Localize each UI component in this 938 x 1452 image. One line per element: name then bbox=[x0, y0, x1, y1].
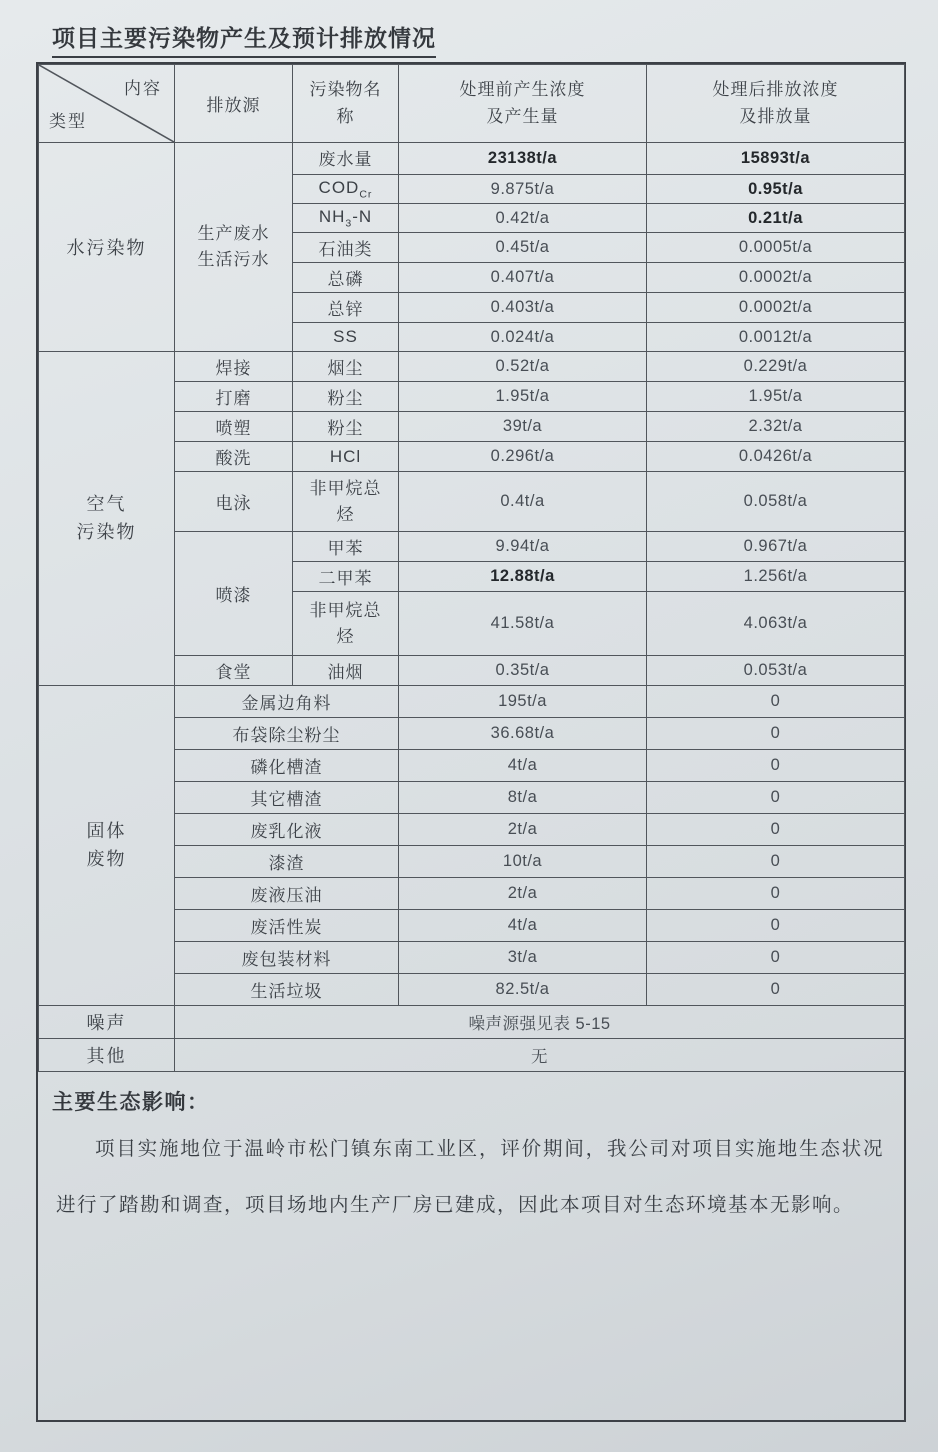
name-subscript: Cr bbox=[359, 188, 373, 201]
cell-before-value: 0.403t/a bbox=[399, 293, 647, 323]
cell-pollutant-name: 甲苯 bbox=[293, 532, 399, 562]
cell-before-value: 2t/a bbox=[399, 814, 647, 846]
cell-noise-value: 噪声源强见表 5-15 bbox=[175, 1006, 905, 1039]
cell-waste-name: 布袋除尘粉尘 bbox=[175, 718, 399, 750]
cell-before-value: 36.68t/a bbox=[399, 718, 647, 750]
name-text: 总磷 bbox=[327, 270, 364, 290]
table-row bbox=[39, 686, 905, 718]
page-title: 项目主要污染物产生及预计排放情况 bbox=[52, 20, 436, 58]
name-text: SS bbox=[333, 327, 358, 347]
cell-source: 酸洗 bbox=[175, 442, 293, 472]
ecology-heading: 主要生态影响： bbox=[52, 1091, 210, 1115]
cell-after-value: 0.229t/a bbox=[647, 352, 905, 382]
name-suffix: -N bbox=[352, 207, 373, 227]
header-source: 排放源 bbox=[175, 65, 293, 143]
cell-source: 电泳 bbox=[175, 472, 293, 532]
cell-before-value: 0.35t/a bbox=[399, 656, 647, 686]
cell-after-value: 1.95t/a bbox=[647, 382, 905, 412]
category-noise: 噪声 bbox=[39, 1006, 175, 1039]
table-row bbox=[39, 352, 905, 382]
cell-after-value: 0.0012t/a bbox=[647, 323, 905, 352]
table-header-row bbox=[39, 65, 905, 143]
source-line2: 生活污水 bbox=[197, 250, 270, 270]
table-row bbox=[39, 143, 905, 175]
cell-waste-name: 废包装材料 bbox=[175, 942, 399, 974]
header-pollutant-line2: 称 bbox=[336, 106, 355, 126]
cell-pollutant-name: 粉尘 bbox=[293, 382, 399, 412]
cell-after-value: 0 bbox=[647, 846, 905, 878]
cell-after-value: 0 bbox=[647, 878, 905, 910]
cell-waste-name: 磷化槽渣 bbox=[175, 750, 399, 782]
cell-before-value: 2t/a bbox=[399, 878, 647, 910]
pollutant-emission-table bbox=[38, 64, 905, 1072]
cell-before-value: 4t/a bbox=[399, 750, 647, 782]
cell-before-value: 9.875t/a bbox=[399, 175, 647, 204]
cell-before-value: 3t/a bbox=[399, 942, 647, 974]
category-water-pollutants: 水污染物 bbox=[39, 143, 175, 352]
category-air-pollutants bbox=[39, 352, 175, 686]
cell-before-value: 0.024t/a bbox=[399, 323, 647, 352]
category-line1: 空气 bbox=[86, 494, 127, 514]
cell-after-value: 0.053t/a bbox=[647, 656, 905, 686]
cell-pollutant-name: 粉尘 bbox=[293, 412, 399, 442]
cell-before-value: 0.407t/a bbox=[399, 263, 647, 293]
cell-after-value: 0.95t/a bbox=[647, 175, 905, 204]
corner-header-cell bbox=[39, 65, 175, 143]
cell-after-value: 2.32t/a bbox=[647, 412, 905, 442]
cell-source: 焊接 bbox=[175, 352, 293, 382]
cell-pollutant-name bbox=[293, 143, 399, 175]
cell-after-value: 0 bbox=[647, 750, 905, 782]
name-text: 非甲烷总烃 bbox=[309, 479, 382, 524]
cell-pollutant-name bbox=[293, 323, 399, 352]
category-solid-waste bbox=[39, 686, 175, 1006]
cell-source: 喷塑 bbox=[175, 412, 293, 442]
form-sheet bbox=[36, 62, 906, 1422]
cell-after-value: 0.0002t/a bbox=[647, 293, 905, 323]
cell-after-value: 0 bbox=[647, 814, 905, 846]
cell-after-value: 0.967t/a bbox=[647, 532, 905, 562]
cell-waste-name: 漆渣 bbox=[175, 846, 399, 878]
source-wastewater bbox=[175, 143, 293, 352]
cell-after-value: 0.0426t/a bbox=[647, 442, 905, 472]
cell-pollutant-name: HCl bbox=[293, 442, 399, 472]
cell-after-value: 0.0002t/a bbox=[647, 263, 905, 293]
cell-source: 打磨 bbox=[175, 382, 293, 412]
cell-after-value: 0.0005t/a bbox=[647, 233, 905, 263]
cell-pollutant-name bbox=[293, 293, 399, 323]
category-other: 其他 bbox=[39, 1039, 175, 1072]
name-text: 总锌 bbox=[327, 300, 364, 320]
cell-before-value: 0.4t/a bbox=[399, 472, 647, 532]
corner-label-content: 内容 bbox=[124, 79, 162, 98]
category-line1: 固体 bbox=[86, 821, 127, 841]
cell-after-value: 0 bbox=[647, 942, 905, 974]
cell-pollutant-name: 烟尘 bbox=[293, 352, 399, 382]
cell-after-value: 0.058t/a bbox=[647, 472, 905, 532]
header-before-line2: 及产生量 bbox=[486, 106, 559, 126]
cell-waste-name: 其它槽渣 bbox=[175, 782, 399, 814]
table-row-noise bbox=[39, 1006, 905, 1039]
name-text: COD bbox=[318, 178, 360, 198]
corner-label-type: 类型 bbox=[49, 112, 87, 131]
cell-after-value: 0 bbox=[647, 782, 905, 814]
cell-waste-name: 废活性炭 bbox=[175, 910, 399, 942]
cell-before-value: 41.58t/a bbox=[399, 592, 647, 656]
cell-before-value: 0.296t/a bbox=[399, 442, 647, 472]
cell-after-value: 0 bbox=[647, 686, 905, 718]
cell-after-value: 0 bbox=[647, 910, 905, 942]
cell-pollutant-name: 油烟 bbox=[293, 656, 399, 686]
cell-before-value: 1.95t/a bbox=[399, 382, 647, 412]
cell-after-value: 0 bbox=[647, 718, 905, 750]
name-subscript: 3 bbox=[345, 217, 353, 230]
cell-before-value: 8t/a bbox=[399, 782, 647, 814]
cell-before-value: 195t/a bbox=[399, 686, 647, 718]
cell-after-value: 15893t/a bbox=[647, 143, 905, 175]
cell-other-value: 无 bbox=[175, 1039, 905, 1072]
cell-after-value: 0.21t/a bbox=[647, 204, 905, 233]
cell-before-value: 0.52t/a bbox=[399, 352, 647, 382]
cell-before-value: 0.42t/a bbox=[399, 204, 647, 233]
cell-pollutant-name bbox=[293, 204, 399, 233]
cell-before-value: 0.45t/a bbox=[399, 233, 647, 263]
name-text: 废水量 bbox=[318, 150, 373, 169]
cell-pollutant-name bbox=[293, 472, 399, 532]
cell-before-value: 10t/a bbox=[399, 846, 647, 878]
header-after-line1: 处理后排放浓度 bbox=[712, 80, 839, 100]
table-row-other bbox=[39, 1039, 905, 1072]
cell-before-value: 12.88t/a bbox=[399, 562, 647, 592]
cell-pollutant-name bbox=[293, 263, 399, 293]
cell-before-value: 4t/a bbox=[399, 910, 647, 942]
name-text: 非甲烷总烃 bbox=[309, 601, 382, 646]
header-after-treatment bbox=[647, 65, 905, 143]
cell-before-value: 9.94t/a bbox=[399, 532, 647, 562]
cell-before-value: 23138t/a bbox=[399, 143, 647, 175]
cell-source: 食堂 bbox=[175, 656, 293, 686]
cell-after-value: 4.063t/a bbox=[647, 592, 905, 656]
cell-after-value: 0 bbox=[647, 974, 905, 1006]
cell-pollutant-name bbox=[293, 175, 399, 204]
cell-source-painting: 喷漆 bbox=[175, 532, 293, 656]
category-line2: 废物 bbox=[86, 848, 127, 869]
header-before-line1: 处理前产生浓度 bbox=[459, 80, 586, 100]
cell-waste-name: 废乳化液 bbox=[175, 814, 399, 846]
cell-before-value: 39t/a bbox=[399, 412, 647, 442]
source-line1: 生产废水 bbox=[197, 223, 270, 243]
header-after-line2: 及排放量 bbox=[739, 106, 812, 126]
cell-waste-name: 生活垃圾 bbox=[175, 974, 399, 1006]
name-text: 石油类 bbox=[318, 240, 373, 260]
cell-pollutant-name: 二甲苯 bbox=[293, 562, 399, 592]
cell-pollutant-name bbox=[293, 592, 399, 656]
header-pollutant-line1: 污染物名 bbox=[309, 80, 382, 100]
cell-before-value: 82.5t/a bbox=[399, 974, 647, 1006]
category-line2: 污染物 bbox=[76, 521, 137, 542]
name-text: NH bbox=[318, 207, 346, 227]
ecology-impact-section bbox=[38, 1072, 904, 1233]
cell-pollutant-name bbox=[293, 233, 399, 263]
header-pollutant-name bbox=[293, 65, 399, 143]
ecology-paragraph: 项目实施地位于温岭市松门镇东南工业区，评价期间，我公司对项目实施地生态状况进行了踏勘和调查，项目场地内生产厂房已建成，因此本项目对生态环境基本无影响。 bbox=[56, 1138, 884, 1216]
header-before-treatment bbox=[399, 65, 647, 143]
cell-after-value: 1.256t/a bbox=[647, 562, 905, 592]
cell-waste-name: 金属边角料 bbox=[175, 686, 399, 718]
cell-waste-name: 废液压油 bbox=[175, 878, 399, 910]
